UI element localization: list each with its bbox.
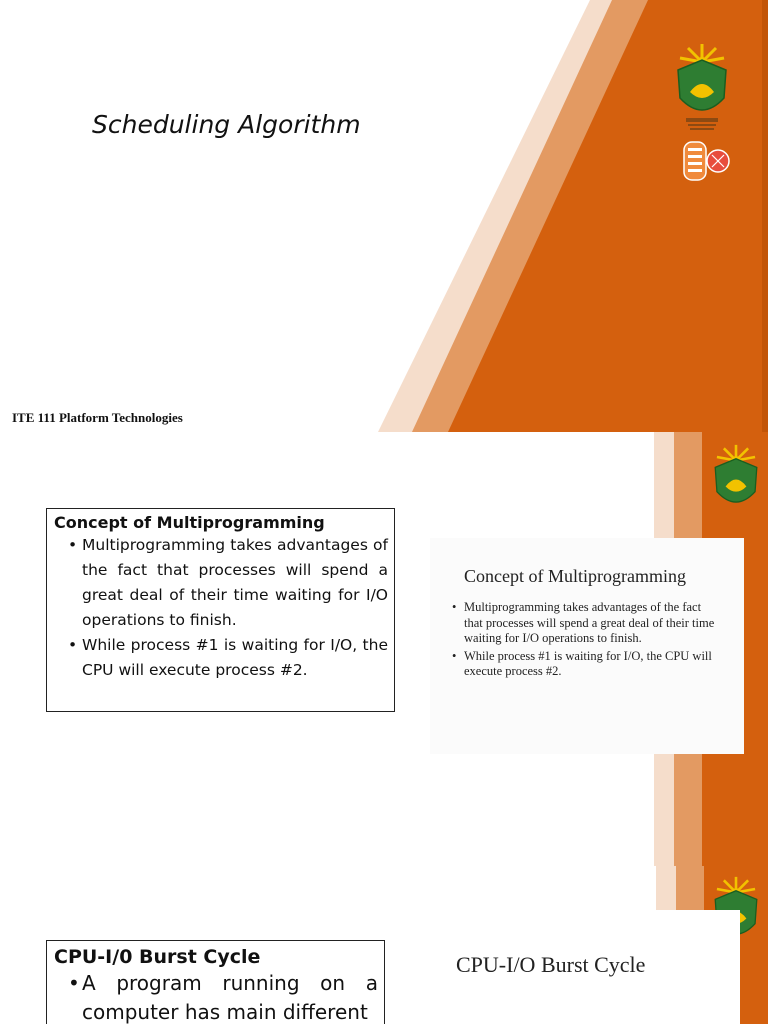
title-slide xyxy=(0,0,768,432)
notes-box xyxy=(46,508,395,712)
notes-bullet: • Multiprogramming takes advantages of the fact that processes will spend a great deal of their time waiting for I/O operations to finish. xyxy=(54,533,388,633)
thumbnail-bullet: • While process #1 is waiting for I/O, the CPU will execute process #2. xyxy=(452,649,722,680)
thumbnail-title: CPU-I/O Burst Cycle xyxy=(456,952,646,977)
notes-bullet: • A program running on a computer has main different xyxy=(54,969,378,1024)
notes-heading: CPU-I/0 Burst Cycle xyxy=(54,946,261,968)
notes-heading: Concept of Multiprogramming xyxy=(54,513,325,532)
slide-thumbnail xyxy=(420,910,740,1024)
slide-title: Scheduling Algorithm xyxy=(92,110,361,139)
university-seal-logo xyxy=(710,440,762,526)
thumbnail-title: Concept of Multiprogramming xyxy=(464,566,686,586)
course-label: ITE 111 Platform Technologies xyxy=(12,410,183,425)
notes-bullet: • While process #1 is waiting for I/O, the CPU will execute process #2. xyxy=(54,633,388,683)
notes-bullet-list xyxy=(54,969,378,1024)
notes-bullet-list xyxy=(54,533,388,683)
thumbnail-bullet-list xyxy=(452,600,722,682)
burst-cycle-slide xyxy=(0,866,768,1024)
college-logo xyxy=(682,136,730,186)
orange-stripes-decoration xyxy=(0,0,768,432)
slide-thumbnail xyxy=(430,538,744,754)
thumbnail-bullet: • Multiprogramming takes advantages of the fact that processes will spend a great deal of their time waiting for I/O operations to finish. xyxy=(452,600,722,647)
multiprogramming-slide xyxy=(0,432,768,866)
notes-box xyxy=(46,940,385,1024)
university-seal-logo xyxy=(672,40,732,136)
